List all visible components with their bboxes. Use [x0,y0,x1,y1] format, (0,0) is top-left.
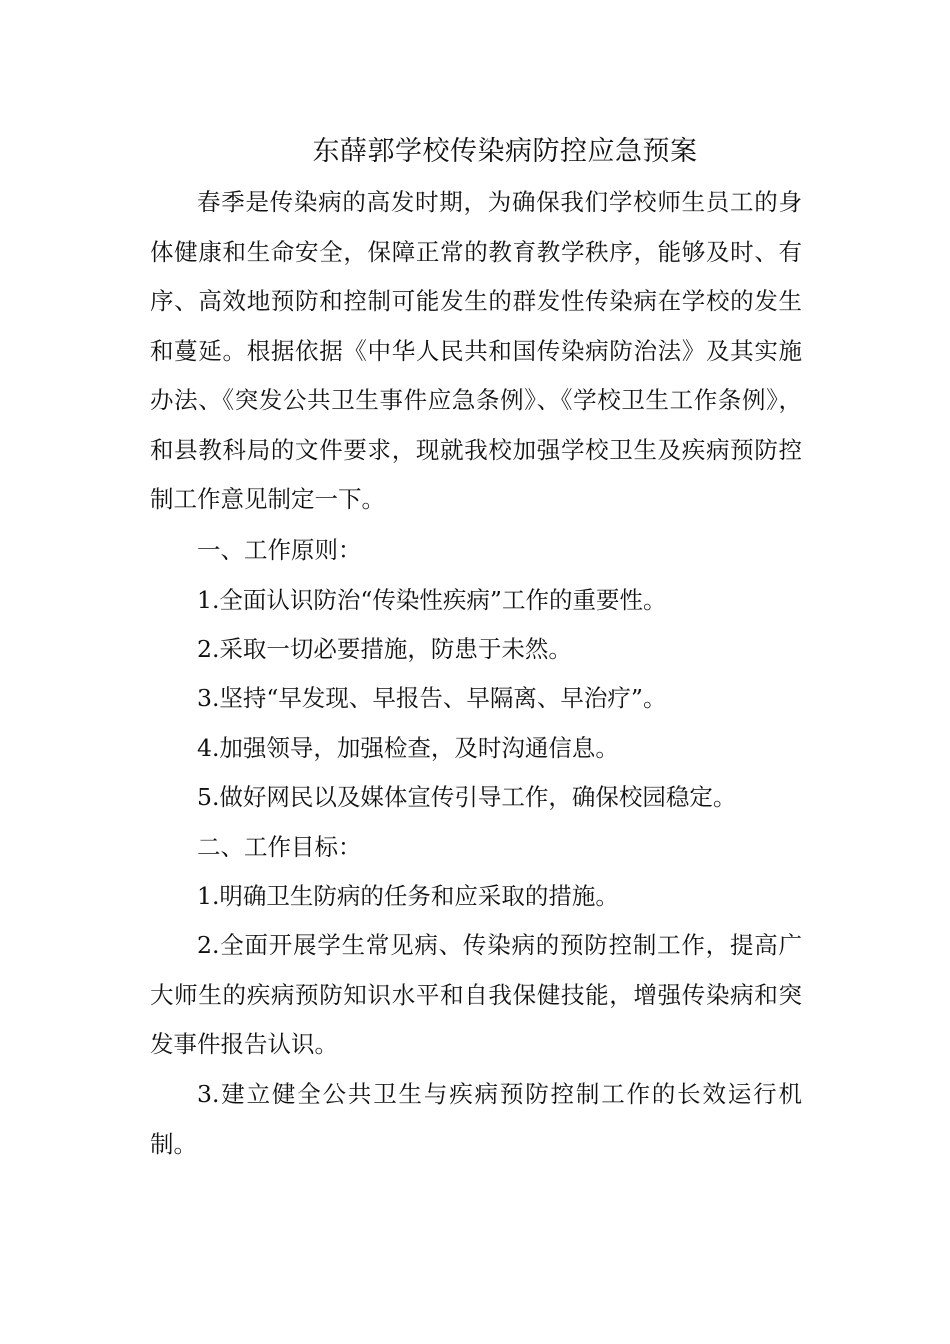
section1-item-1: 1.全面认识防治“传染性疾病”工作的重要性。 [197,586,667,614]
section2-item-1: 1.明确卫生防病的任务和应采取的措施。 [197,882,619,910]
section1-item-5: 5.做好网民以及媒体宣传引导工作，确保校园稳定。 [197,783,737,811]
section1-item-2: 2.采取一切必要措施，防患于未然。 [197,635,572,663]
section1-item-3: 3.坚持“早发现、早报告、早隔离、早治疗”。 [197,684,667,712]
document-title: 东薛郭学校传染病防控应急预案 [312,136,698,167]
intro-paragraph: 春季是传染病的高发时期，为确保我们学校师生员工的身体健康和生命安全，保障正常的教育教学秩序，能够及时、有序、高效地预防和控制可能发生的群发性传染病在学校的发生和蔓延。根据依据《中华人民共和国传染病防治法》及其实施办法、《突发公共卫生事件应急条例》、《学校卫生工作条例》，和县教科局的文件要求，现就我校加强学校卫生及疾病预防控制工作意见制定一下。 [150,188,802,513]
section2-item-2: 2.全面开展学生常见病、传染病的预防控制工作，提高广大师生的疾病预防知识水平和自我保健技能，增强传染病和突发事件报告认识。 [150,931,802,1058]
section2-heading: 二、工作目标： [197,833,362,861]
section2-item-3: 3.建立健全公共卫生与疾病预防控制工作的长效运行机制。 [150,1080,802,1158]
section1-item-4: 4.加强领导，加强检查，及时沟通信息。 [197,734,619,762]
section1-heading: 一、工作原则： [197,536,362,564]
